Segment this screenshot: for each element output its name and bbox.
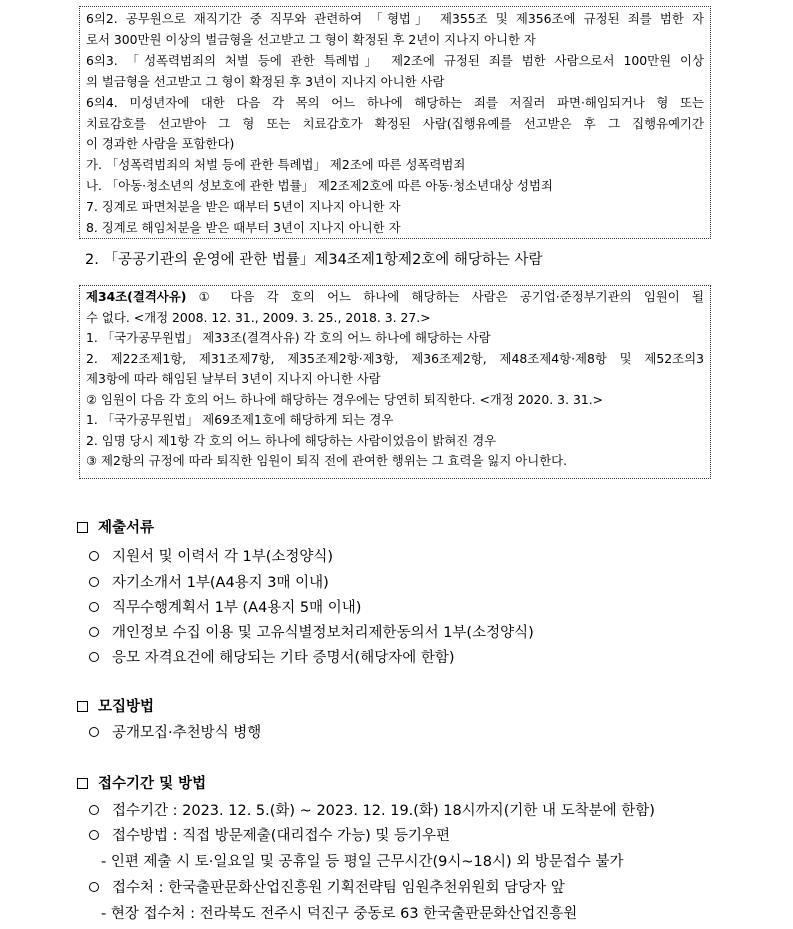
text-line: 8. 징계로 해임처분을 받은 때부터 3년이 지나지 아니한 자: [86, 220, 401, 236]
text-line: 로서 300만원 이상의 벌금형을 선고받고 그 형이 확정된 후 2년이 지나지 아니한 자: [86, 31, 536, 47]
circle-bullet-icon: [89, 652, 99, 662]
text-line: 2. 제22조제1항, 제31조제7항, 제35조제2항·제3항, 제36조제2항, 제48조제4항·제8항 및 제52조의3: [86, 350, 704, 366]
circle-bullet-icon: [89, 830, 99, 840]
list-item: [89, 824, 450, 845]
section-title-text: 모집방법: [98, 699, 155, 715]
text-line: 1. 「국가공무원법」 제33조(결격사유) 각 호의 어느 하나에 해당하는 사람: [86, 330, 491, 345]
circle-bullet-icon: [89, 805, 99, 815]
sub-list-item: - 인편 제출 시 토·일요일 및 공휴일 등 평일 근무시간(9시~18시) 외 방문접수 불가: [101, 854, 624, 870]
article-title: 제34조(결격사유): [86, 289, 187, 304]
list-item: [89, 721, 261, 742]
list-item-text: 접수기간 : 2023. 12. 5.(화) ~ 2023. 12. 19.(화) 18시까지(기한 내 도착분에 한함): [112, 803, 655, 819]
circle-bullet-icon: [89, 627, 99, 637]
section-title-recruit: [77, 695, 154, 716]
text-line: 7. 징계로 파면처분을 받은 때부터 5년이 지나지 아니한 자: [86, 199, 401, 215]
text-line: 2. 임명 당시 제1항 각 호의 어느 하나에 해당하는 사람이었음이 밝혀진 경우: [86, 432, 497, 448]
circle-bullet-icon: [89, 577, 99, 587]
text-line: 제3항에 따라 해임된 날부터 3년이 지나지 아니한 사람: [86, 371, 381, 386]
list-item: [89, 571, 329, 592]
list-item-text: 접수처 : 한국출판문화산업진흥원 기획전략팀 임원추천위원회 담당자 앞: [112, 880, 565, 896]
section-title-text: 접수기간 및 방법: [98, 776, 207, 792]
list-item-text: 자기소개서 1부(A4용지 3매 이내): [112, 575, 329, 591]
square-bullet-icon: [77, 701, 88, 712]
subheading: 2. 「공공기관의 운영에 관한 법률」제34조제1항제2호에 해당하는 사람: [85, 252, 543, 268]
disqualification-box-1: [79, 6, 711, 239]
square-bullet-icon: [77, 522, 88, 533]
text-line: 이 경과한 사람을 포함한다): [86, 136, 235, 152]
text-line: 의 벌금형을 선고받고 그 형이 확정된 후 3년이 지나지 아니한 사람: [86, 73, 445, 89]
list-item: [89, 621, 534, 642]
text-line: 수 없다. <개정 2008. 12. 31., 2009. 3. 25., 2018. 3. 27.>: [86, 309, 431, 325]
section-title-documents: [77, 516, 154, 537]
list-item-text: 지원서 및 이력서 각 1부(소정양식): [112, 549, 334, 565]
text-line: 1. 「국가공무원법」 제69조제1호에 해당하게 되는 경우: [86, 412, 394, 427]
circle-bullet-icon: [89, 727, 99, 737]
text-line: 가. 「성폭력범죄의 처벌 등에 관한 특례법」 제2조에 따른 성폭력범죄: [86, 157, 466, 173]
list-item: [89, 646, 455, 667]
text-line: 6의4. 미성년자에 대한 다음 각 목의 어느 하나에 해당하는 죄를 저질러 파면·해임되거나 형 또는: [86, 94, 704, 110]
list-item-text: 공개모집·추천방식 병행: [112, 725, 262, 741]
list-item-text: 접수방법 : 직접 방문제출(대리접수 가능) 및 등기우편: [112, 828, 450, 844]
sub-list-item: - 현장 접수처 : 전라북도 전주시 덕진구 중동로 63 한국출판문화산업진흥원: [101, 906, 578, 922]
circle-bullet-icon: [89, 551, 99, 561]
list-item-text: 직무수행계획서 1부 (A4용지 5매 이내): [112, 600, 362, 616]
text-line: ② 임원이 다음 각 호의 어느 하나에 해당하는 경우에는 당연히 퇴직한다. <개정 2020. 3. 31.>: [86, 391, 604, 407]
text-line: 나. 「아동·청소년의 성보호에 관한 법률」 제2조제2호에 따른 아동·청소년대상 성범죄: [86, 178, 553, 194]
list-item: [89, 545, 333, 566]
text-line: 치료감호를 선고받아 그 형 또는 치료감호가 확정된 사람(집행유예를 선고받은 후 그 집행유예기간: [86, 115, 704, 131]
list-item: [89, 799, 655, 820]
list-item: [89, 596, 361, 617]
circle-bullet-icon: [89, 882, 99, 892]
section-title-text: 제출서류: [98, 520, 155, 536]
list-item-text: 응모 자격요건에 해당되는 기타 증명서(해당자에 한함): [112, 650, 455, 666]
article-text: ① 다음 각 호의 어느 하나에 해당하는 사람은 공기업·준정부기관의 임원이 될: [186, 289, 704, 304]
section-title-receipt: [77, 772, 206, 793]
text-line: ③ 제2항의 규정에 따라 퇴직한 임원이 퇴직 전에 관여한 행위는 그 효력을 잃지 아니한다.: [86, 453, 568, 468]
circle-bullet-icon: [89, 602, 99, 612]
square-bullet-icon: [77, 778, 88, 789]
disqualification-box-2: [79, 285, 711, 479]
list-item-text: 개인정보 수집 이용 및 고유식별정보처리제한동의서 1부(소정양식): [112, 625, 534, 641]
text-line: 6의3. 「성폭력범죄의 처벌 등에 관한 특례법」 제2조에 규정된 죄를 범한 사람으로서 100만원 이상: [86, 52, 704, 68]
text-line: 6의2. 공무원으로 재직기간 중 직무와 관련하여 「형법」 제355조 및 제356조에 규정된 죄를 범한 자: [86, 11, 704, 26]
list-item: [89, 876, 565, 897]
article-first-line: [86, 287, 704, 308]
